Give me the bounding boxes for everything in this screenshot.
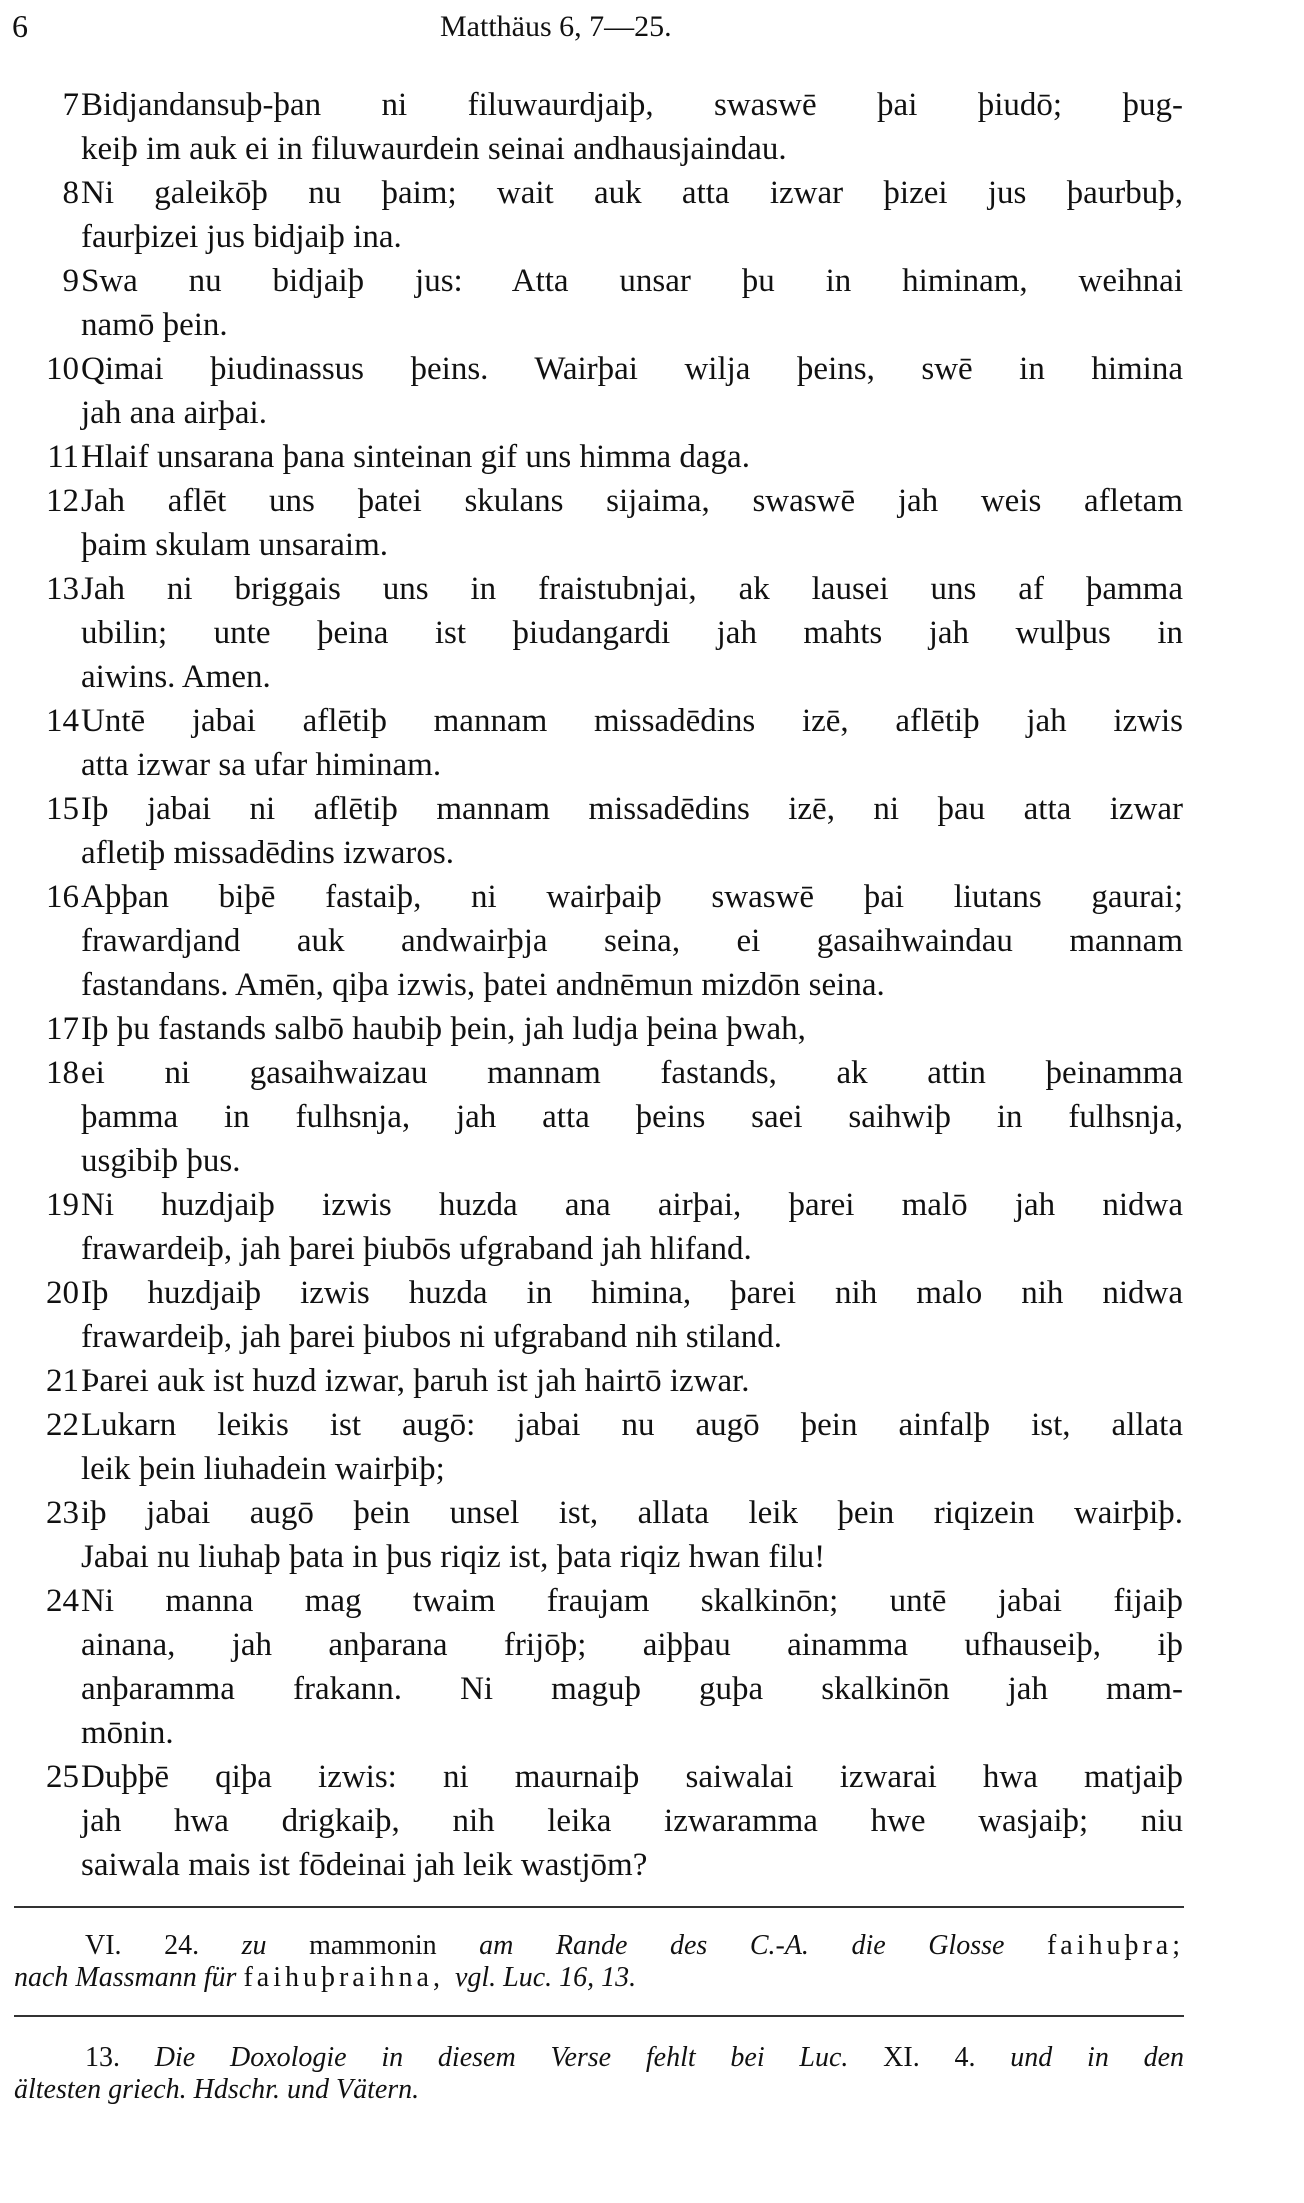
verse-text: Iþ huzdjaiþ izwis huzda in himina, þarei nih malo nih nidwa [81,1275,1183,1311]
verse-line [0,699,1304,743]
footnote-line [14,1962,1184,1994]
verse-line [0,567,1304,611]
verse-text: Jabai nu liuhaþ þata in þus riqiz ist, þata riqiz hwan filu! [81,1539,826,1575]
verse-number: 23 [46,1495,79,1531]
running-head: Matthäus 6, 7—25. [440,10,672,43]
verse-text: Hlaif unsarana þana sinteinan gif uns himma daga. [81,439,750,475]
verse-number: 21 [46,1363,79,1399]
verse-number: 25 [46,1759,79,1795]
footnote-line [14,2042,1184,2074]
footnote-critical [14,1930,1184,1994]
verse-text: fastandans. Amēn, qiþa izwis, þatei andnēmun mizdōn seina. [81,967,885,1003]
verse-line [0,655,1304,699]
footnote-line [14,2074,1184,2106]
verse-text: Qimai þiudinassus þeins. Wairþai wilja þeins, swē in himina [81,351,1183,387]
footnote-segment: am Rande des C.-A. die Glosse [479,1930,1047,1961]
verse-number: 7 [62,87,79,123]
verse-text: Swa nu bidjaiþ jus: Atta unsar þu in himinam, weihnai [81,263,1183,299]
verse-number: 14 [46,703,79,739]
verse-text: þamma in fulhsnja, jah atta þeins saei saihwiþ in fulhsnja, [81,1099,1183,1135]
verse-number: 18 [46,1055,79,1091]
verse-line [0,1359,1304,1403]
verse-line [0,743,1304,787]
verse-number: 10 [46,351,79,387]
verse-text: saiwala mais ist fōdeinai jah leik wastjōm? [81,1847,648,1883]
verse-text: jah hwa drigkaiþ, nih leika izwaramma hwe wasjaiþ; niu [81,1803,1183,1839]
verse-line [0,1315,1304,1359]
verse-line [0,1227,1304,1271]
verse-line [0,1535,1304,1579]
verse-text: Ni manna mag twaim fraujam skalkinōn; untē jabai fijaiþ [81,1583,1183,1619]
verse-number: 19 [46,1187,79,1223]
verse-text: þaim skulam unsaraim. [81,527,389,563]
verse-text: atta izwar sa ufar himinam. [81,747,442,783]
verse-text: anþaramma frakann. Ni maguþ guþa skalkinōn jah mam- [81,1671,1183,1707]
verse-text: Iþ þu fastands salbō haubiþ þein, jah ludja þeina þwah, [81,1011,806,1047]
verse-number: 15 [46,791,79,827]
verse-line [0,1271,1304,1315]
footnote-segment: und in den [1010,2042,1185,2073]
verse-text: Ni galeikōþ nu þaim; wait auk atta izwar þizei jus þaurbuþ, [81,175,1183,211]
verse-line [0,1843,1304,1887]
verse-text: Jah aflēt uns þatei skulans sijaima, swaswē jah weis afletam [81,483,1183,519]
verse-line [0,83,1304,127]
verse-text: ainana, jah anþarana frijōþ; aiþþau ainamma ufhauseiþ, iþ [81,1627,1183,1663]
verse-line [0,1623,1304,1667]
verse-line [0,1579,1304,1623]
verse-line [0,1051,1304,1095]
verse-line [0,347,1304,391]
verse-text: Jah ni briggais uns in fraistubnjai, ak lausei uns af þamma [81,571,1183,607]
verse-text: Iþ jabai ni aflētiþ mannam missadēdins izē, ni þau atta izwar [81,791,1183,827]
verse-text: jah ana airþai. [81,395,267,431]
verse-line [0,523,1304,567]
footnote-divider [14,1906,1184,1908]
verse-number: 9 [62,263,79,299]
verse-text: mōnin. [81,1715,174,1751]
verse-text-body [0,83,1304,1887]
verse-text: Ni huzdjaiþ izwis huzda ana airþai, þarei malō jah nidwa [81,1187,1183,1223]
verse-line [0,611,1304,655]
verse-number: 20 [46,1275,79,1311]
verse-line [0,391,1304,435]
verse-number: 11 [47,439,79,475]
verse-text: frawardeiþ, jah þarei þiubōs ufgraband jah hlifand. [81,1231,752,1267]
verse-line [0,435,1304,479]
page-number: 6 [12,8,28,44]
verse-line [0,1755,1304,1799]
footnote-segment: faihuþraihna, [243,1962,455,1993]
footnote-segment: XI. 4. [883,2042,1011,2073]
verse-text: Untē jabai aflētiþ mannam missadēdins izē, aflētiþ jah izwis [81,703,1183,739]
verse-text: usgibiþ þus. [81,1143,241,1179]
footnote-segment: zu [241,1930,310,1961]
verse-line [0,171,1304,215]
verse-text: frawardeiþ, jah þarei þiubos ni ufgraband nih stiland. [81,1319,783,1355]
verse-text: iþ jabai augō þein unsel ist, allata leik þein riqizein wairþiþ. [81,1495,1183,1531]
footnote-line [14,1930,1184,1962]
verse-line [0,1799,1304,1843]
verse-line [0,127,1304,171]
verse-text: Duþþē qiþa izwis: ni maurnaiþ saiwalai izwarai hwa matjaiþ [81,1759,1183,1795]
verse-line [0,1183,1304,1227]
footnote-segment: faihuþra; [1046,1930,1185,1961]
verse-line [0,1403,1304,1447]
verse-text: Aþþan biþē fastaiþ, ni wairþaiþ swaswē þai liutans gaurai; [81,879,1183,915]
verse-line [0,963,1304,1007]
verse-line [0,479,1304,523]
verse-line [0,1139,1304,1183]
verse-text: namō þein. [81,307,228,343]
verse-text: afletiþ missadēdins izwaros. [81,835,454,871]
verse-line [0,259,1304,303]
verse-line [0,1711,1304,1755]
verse-line [0,787,1304,831]
footnote-segment: Die Doxologie in diesem Verse fehlt bei Luc. [154,2042,884,2073]
verse-line [0,215,1304,259]
footnote-segment: VI. 24. [85,1930,242,1961]
verse-text: keiþ im auk ei in filuwaurdein seinai andhausjaindau. [81,131,787,167]
verse-line [0,1007,1304,1051]
verse-number: 22 [46,1407,79,1443]
footnote-segment: vgl. Luc. 16, 13. [454,1962,637,1993]
verse-number: 8 [62,175,79,211]
footnote-note [14,2042,1184,2106]
verse-line [0,1447,1304,1491]
verse-text: Bidjandansuþ-þan ni filuwaurdjaiþ, swaswē þai þiudō; þug- [81,87,1183,123]
verse-text: frawardjand auk andwairþja seina, ei gasaihwaindau mannam [81,923,1183,959]
verse-text: ubilin; unte þeina ist þiudangardi jah mahts jah wulþus in [81,615,1183,651]
verse-text: ei ni gasaihwaizau mannam fastands, ak attin þeinamma [81,1055,1183,1091]
footnote-segment: mammonin [309,1930,480,1961]
verse-line [0,1667,1304,1711]
verse-text: Þarei auk ist huzd izwar, þaruh ist jah hairtō izwar. [81,1363,750,1399]
verse-number: 17 [46,1011,79,1047]
verse-line [0,919,1304,963]
verse-text: faurþizei jus bidjaiþ ina. [81,219,402,255]
footnote-segment: 13. [85,2042,155,2073]
verse-number: 13 [46,571,79,607]
verse-line [0,1095,1304,1139]
verse-text: leik þein liuhadein wairþiþ; [81,1451,445,1487]
verse-number: 16 [46,879,79,915]
verse-line [0,1491,1304,1535]
verse-number: 24 [46,1583,79,1619]
footnote-divider [14,2015,1184,2017]
verse-number: 12 [46,483,79,519]
footnote-segment: nach Massmann für [14,1962,244,1993]
verse-text: aiwins. Amen. [81,659,271,695]
verse-line [0,875,1304,919]
verse-line [0,831,1304,875]
verse-text: Lukarn leikis ist augō: jabai nu augō þein ainfalþ ist, allata [81,1407,1183,1443]
verse-line [0,303,1304,347]
footnote-segment: ältesten griech. Hdschr. und Vätern. [14,2074,420,2105]
